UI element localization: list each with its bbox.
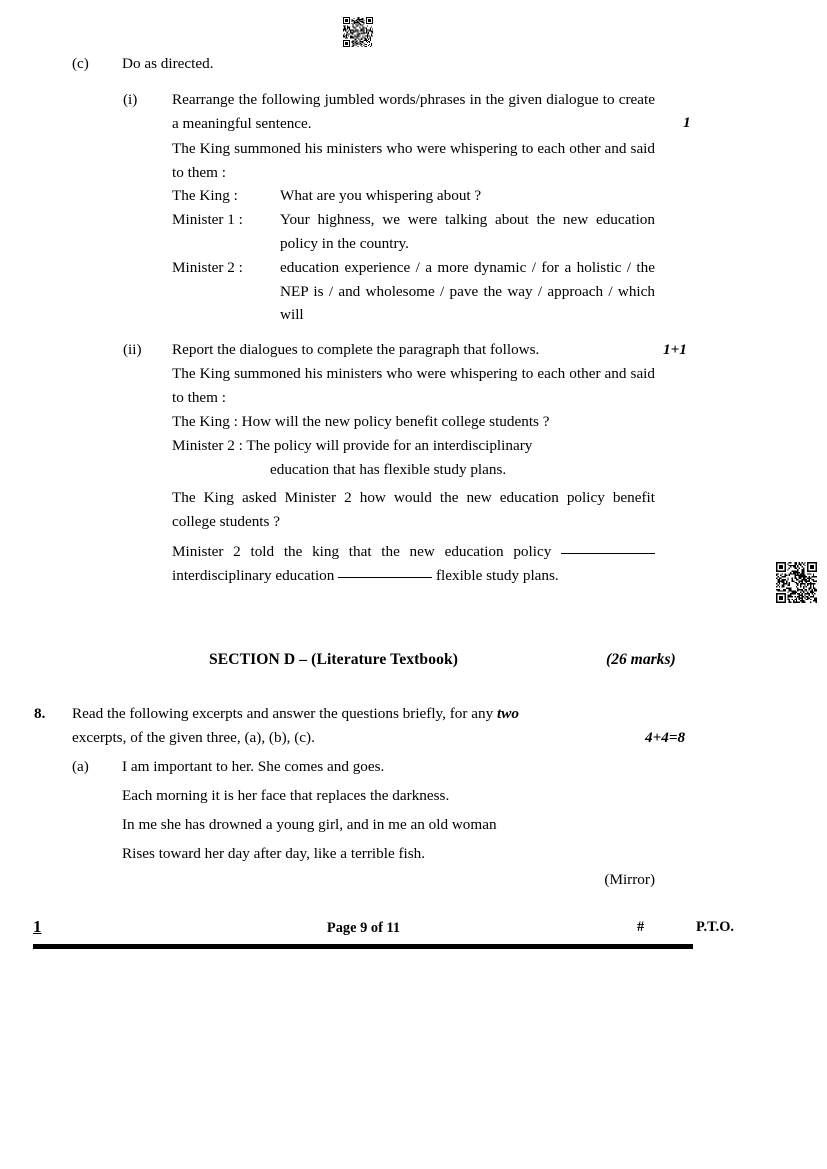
blank-field-1[interactable] bbox=[561, 553, 655, 554]
dialogue-speaker-king-1: The King : bbox=[172, 187, 238, 204]
fill-blanks-paragraph bbox=[172, 540, 655, 587]
sub-i-label: (i) bbox=[123, 91, 138, 108]
excerpt-a-line-3: In me she has drowned a young girl, and in me an old woman bbox=[122, 816, 497, 833]
fill-blanks-text-b: interdisciplinary education bbox=[172, 566, 335, 584]
fill-blanks-text-c: flexible study plans. bbox=[435, 566, 559, 584]
part-c-label: (c) bbox=[72, 55, 89, 72]
dialogue-speaker-minister1: Minister 1 : bbox=[172, 211, 243, 228]
excerpt-a-line-1: I am important to her. She comes and goes. bbox=[122, 758, 385, 775]
reported-speech-1-text: The King asked Minister 2 how would the new education policy benefit college students ? bbox=[172, 489, 655, 530]
dialogue-line-minister2-jumbled: education experience / a more dynamic / for a holistic / the NEP is / and wholesome / pave the way / approach / which will bbox=[280, 259, 655, 323]
reported-speech-1 bbox=[172, 486, 655, 533]
sub-ii-line-king: How will the new policy benefit college students ? bbox=[241, 413, 550, 430]
blank-field-2[interactable] bbox=[338, 577, 432, 578]
sub-ii-instruction: Report the dialogues to complete the paragraph that follows. bbox=[172, 341, 540, 358]
sub-i-instruction: Rearrange the following jumbled words/phrases in the given dialogue to create a meaningful sentence. bbox=[172, 91, 655, 132]
sub-ii-lead-in: The King summoned his ministers who were whispering to each other and said to them : bbox=[172, 365, 655, 406]
excerpt-a-label: (a) bbox=[72, 758, 89, 775]
qr-code-top bbox=[343, 17, 373, 47]
sub-i-lead-in: The King summoned his ministers who were whispering to each other and said to them : bbox=[172, 140, 655, 181]
question-8-text-line1 bbox=[72, 702, 655, 726]
question-8-emphasis: two bbox=[496, 705, 519, 722]
sub-ii-speaker-minister2: Minister 2 : bbox=[172, 437, 243, 454]
excerpt-a-line-2: Each morning it is her face that replaces the darkness. bbox=[122, 787, 450, 804]
question-8-text-a: Read the following excerpts and answer the questions briefly, for any bbox=[72, 705, 497, 722]
footer-question-number: 1 bbox=[33, 917, 42, 936]
sub-ii-dialogue-king bbox=[172, 410, 692, 434]
excerpt-a-source: (Mirror) bbox=[604, 871, 655, 888]
fill-blanks-text-a: Minister 2 told the king that the new education policy bbox=[172, 543, 552, 560]
sub-ii-line-minister2: The policy will provide for an interdisciplinary bbox=[246, 437, 533, 454]
qr-code-side bbox=[776, 562, 817, 603]
question-8-number: 8. bbox=[34, 705, 46, 722]
footer-pto-label: P.T.O. bbox=[696, 919, 734, 935]
part-c-prompt: Do as directed. bbox=[122, 55, 214, 72]
section-d-marks: (26 marks) bbox=[606, 651, 676, 668]
footer-hash-symbol: # bbox=[637, 919, 645, 935]
question-8-marks: 4+4=8 bbox=[645, 729, 686, 746]
sub-i-marks: 1 bbox=[683, 114, 691, 131]
dialogue-speaker-minister2-jumbled: Minister 2 : bbox=[172, 259, 243, 276]
footer-rule-divider bbox=[33, 944, 693, 949]
dialogue-line-king-1: What are you whispering about ? bbox=[280, 187, 482, 204]
section-d-heading: SECTION D – (Literature Textbook) bbox=[209, 651, 459, 668]
dialogue-line-minister1: Your highness, we were talking about the new education policy in the country. bbox=[280, 211, 655, 252]
sub-ii-marks: 1+1 bbox=[663, 341, 687, 358]
excerpt-a-line-4: Rises toward her day after day, like a terrible fish. bbox=[122, 845, 426, 862]
sub-ii-speaker-king: The King : bbox=[172, 413, 238, 430]
sub-ii-label: (ii) bbox=[123, 341, 142, 358]
footer-page-label: Page 9 of 11 bbox=[326, 920, 401, 936]
sub-ii-dialogue-minister2 bbox=[172, 434, 692, 458]
question-8-text-line2: excerpts, of the given three, (a), (b), (c). bbox=[72, 729, 315, 746]
sub-ii-line-minister2-cont: education that has flexible study plans. bbox=[270, 461, 507, 478]
